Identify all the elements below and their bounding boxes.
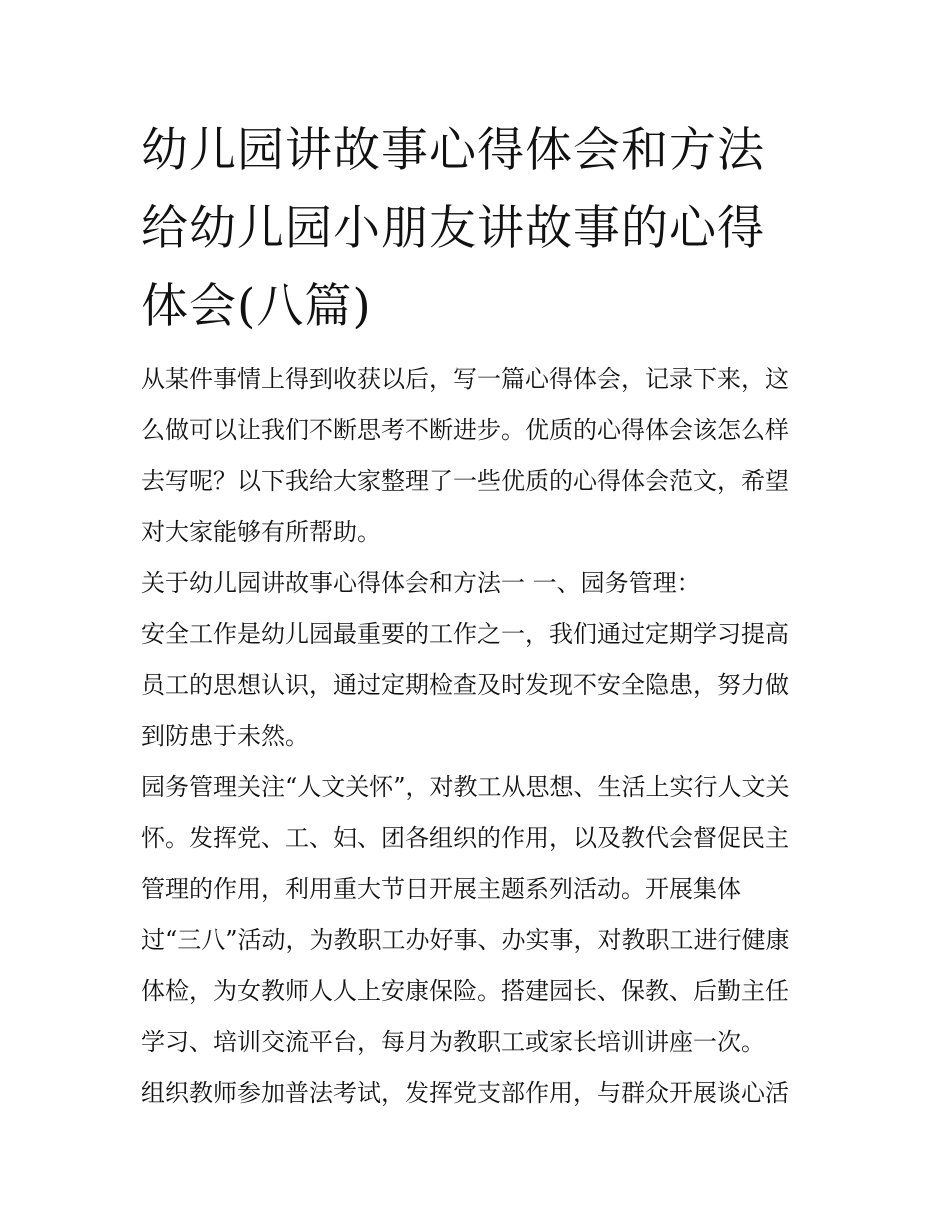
- text-line: 到防患于未然。: [141, 722, 309, 750]
- text-line: 去写呢？以下我给大家整理了一些优质的心得体会范文，希望: [141, 467, 789, 495]
- text-line: 对大家能够有所帮助。: [141, 518, 381, 546]
- text-line: 么做可以让我们不断思考不断进步。优质的心得体会该怎么样: [141, 416, 789, 444]
- text-line: 过“三八”活动，为教职工办好事、办实事，对教职工进行健康: [141, 926, 790, 954]
- text-line: 组织教师参加普法考试，发挥党支部作用，与群众开展谈心活: [141, 1079, 789, 1107]
- law-paragraph: [141, 1068, 813, 1119]
- title-line: 体会(八篇): [141, 279, 372, 334]
- document-page: [141, 112, 813, 1119]
- text-line: 从某件事情上得到收获以后，写一篇心得体会，记录下来，这: [141, 365, 789, 393]
- document-title: [141, 112, 813, 346]
- title-line: 幼儿园讲故事心得体会和方法: [141, 123, 765, 178]
- safety-paragraph: [141, 609, 813, 762]
- text-line: 关于幼儿园讲故事心得体会和方法一 一、园务管理：: [141, 569, 701, 597]
- management-paragraph: [141, 762, 813, 1068]
- text-line: 安全工作是幼儿园最重要的工作之一，我们通过定期学习提高: [141, 620, 789, 648]
- text-line: 园务管理关注“人文关怀”，对教工从思想、生活上实行人文关: [141, 773, 790, 801]
- text-line: 怀。发挥党、工、妇、团各组织的作用，以及教代会督促民主: [141, 824, 789, 852]
- intro-paragraph: [141, 354, 813, 558]
- document-body: [141, 354, 813, 1119]
- text-line: 体检，为女教师人人上安康保险。搭建园长、保教、后勤主任: [141, 977, 789, 1005]
- text-line: 管理的作用，利用重大节日开展主题系列活动。开展集体: [141, 875, 741, 903]
- text-line: 学习、培训交流平台，每月为教职工或家长培训讲座一次。: [141, 1028, 765, 1056]
- title-line: 给幼儿园小朋友讲故事的心得: [141, 201, 765, 256]
- text-line: 员工的思想认识，通过定期检查及时发现不安全隐患，努力做: [141, 671, 789, 699]
- section-heading: [141, 558, 813, 609]
